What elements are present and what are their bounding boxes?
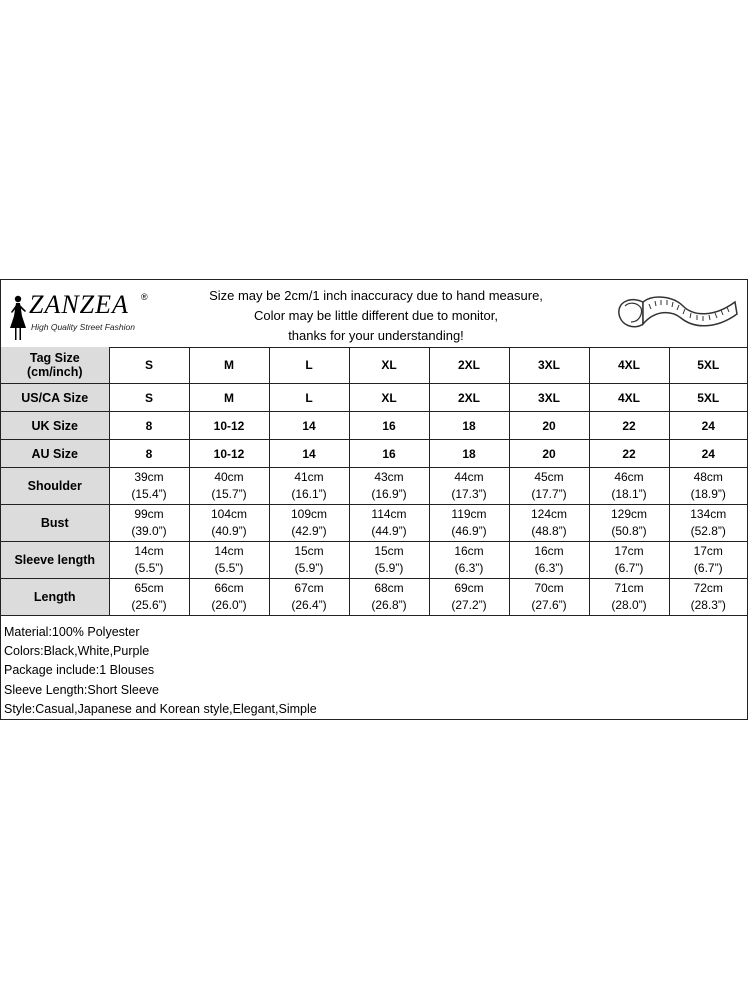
cm-value: 68cm [374, 581, 404, 595]
cm-value: 134cm [690, 507, 727, 521]
cm-value: 48cm [693, 470, 723, 484]
measurement-cell [669, 579, 747, 616]
cm-value: 104cm [210, 507, 248, 521]
table-cell [429, 440, 509, 468]
tag-size-label: Tag Size [29, 351, 80, 365]
cell-value: 3XL [537, 390, 560, 405]
row-label [1, 412, 109, 440]
cm-value: 45cm [534, 470, 564, 484]
table-cell [669, 412, 747, 440]
table-cell [269, 384, 349, 412]
size-header-cell [509, 347, 589, 384]
size-header: S [144, 358, 153, 372]
cm-value: 114cm [371, 507, 407, 521]
row-label [1, 384, 109, 412]
table-cell [269, 412, 349, 440]
table-row [1, 440, 747, 468]
tag-size-unit: (cm/inch) [26, 365, 83, 379]
cell-value: 24 [701, 418, 715, 433]
inch-value: (16.9”) [371, 487, 407, 501]
measurement-cell [429, 542, 509, 579]
row-label [1, 542, 109, 579]
row-label [1, 505, 109, 542]
cell-value: 18 [462, 418, 476, 433]
cell-value: 8 [145, 418, 153, 433]
cm-value: 15cm [294, 544, 324, 558]
cm-value: 46cm [614, 470, 644, 484]
cell-value: 14 [302, 418, 316, 433]
cell-value: 2XL [457, 390, 480, 405]
cm-value: 14cm [214, 544, 244, 558]
inch-value: (40.9”) [211, 524, 247, 538]
measurement-cell [589, 542, 669, 579]
inch-value: (39.0”) [131, 524, 167, 538]
inch-value: (15.4”) [131, 487, 167, 501]
cell-value: 20 [542, 418, 556, 433]
size-header-cell [429, 347, 509, 384]
cell-value: 18 [462, 446, 476, 461]
table-cell [509, 440, 589, 468]
brand-logo [7, 288, 157, 342]
spec-sleeve: Sleeve Length:Short Sleeve [4, 682, 159, 697]
cm-value: 69cm [454, 581, 484, 595]
brand-tagline: High Quality Street Fashion [31, 322, 135, 332]
measurement-cell [509, 579, 589, 616]
table-cell [189, 384, 269, 412]
brand-name: ZANZEA [29, 290, 129, 319]
table-cell [109, 384, 189, 412]
cm-value: 72cm [693, 581, 723, 595]
notice-line: thanks for your understanding! [288, 328, 464, 343]
table-cell [589, 440, 669, 468]
chart-header [1, 280, 747, 348]
cell-value: 22 [622, 446, 636, 461]
inch-value: (17.7”) [531, 487, 567, 501]
inch-value: (5.5”) [214, 561, 244, 575]
cm-value: 15cm [374, 544, 404, 558]
cell-value: M [224, 390, 234, 405]
cm-value: 16cm [454, 544, 484, 558]
measurement-cell [669, 505, 747, 542]
measurement-cell [429, 579, 509, 616]
notice-line: Color may be little different due to monitor, [254, 308, 498, 323]
cell-value: S [144, 390, 153, 405]
table-cell [669, 384, 747, 412]
cm-value: 43cm [374, 470, 404, 484]
cell-value: 24 [701, 446, 715, 461]
row-label [1, 440, 109, 468]
inch-value: (50.8”) [611, 524, 647, 538]
measurement-cell [509, 468, 589, 505]
size-header: 4XL [617, 358, 640, 372]
row-label [1, 579, 109, 616]
measurement-cell [589, 468, 669, 505]
table-cell [189, 412, 269, 440]
measurement-cell [669, 468, 747, 505]
size-header: 5XL [697, 358, 720, 372]
size-header-cell [189, 347, 269, 384]
measurement-cell [349, 468, 429, 505]
size-header: L [305, 358, 313, 372]
size-header: XL [381, 358, 397, 372]
cm-value: 39cm [134, 470, 164, 484]
cell-value: 10-12 [213, 418, 245, 433]
inch-value: (28.3”) [690, 598, 726, 612]
inch-value: (26.8”) [371, 598, 407, 612]
table-cell [109, 412, 189, 440]
row-label-tag-size [1, 347, 109, 384]
inch-value: (5.9”) [374, 561, 404, 575]
size-header: 3XL [537, 358, 560, 372]
measurement-cell [109, 542, 189, 579]
inch-value: (6.7”) [614, 561, 644, 575]
table-row [1, 542, 747, 579]
measurement-cell [589, 579, 669, 616]
cell-value: 22 [622, 418, 636, 433]
table-cell [349, 384, 429, 412]
measurement-cell [109, 468, 189, 505]
size-header: M [224, 358, 234, 372]
cm-value: 67cm [294, 581, 324, 595]
inch-value: (6.7”) [693, 561, 723, 575]
measurement-cell [349, 505, 429, 542]
table-cell [589, 384, 669, 412]
inch-value: (6.3”) [534, 561, 564, 575]
inch-value: (52.8”) [690, 524, 726, 538]
inch-value: (25.6”) [131, 598, 167, 612]
row-label-text: Bust [40, 515, 69, 530]
row-label-text: Length [33, 589, 76, 604]
cell-value: L [305, 390, 313, 405]
cell-value: 4XL [617, 390, 640, 405]
table-row [1, 347, 747, 384]
table-cell [109, 440, 189, 468]
row-label-text: US/CA Size [21, 390, 89, 405]
cm-value: 66cm [214, 581, 244, 595]
cm-value: 40cm [214, 470, 244, 484]
measurement-cell [109, 579, 189, 616]
cm-value: 99cm [134, 507, 164, 521]
table-row [1, 412, 747, 440]
cm-value: 41cm [294, 470, 324, 484]
cm-value: 129cm [610, 507, 648, 521]
registered-mark: ® [141, 292, 148, 302]
cm-value: 124cm [530, 507, 568, 521]
cm-value: 71cm [614, 581, 644, 595]
size-chart-frame [0, 279, 748, 720]
row-label-text: Shoulder [27, 478, 82, 493]
inch-value: (17.3”) [451, 487, 487, 501]
inch-value: (46.9”) [451, 524, 487, 538]
cm-value: 119cm [451, 507, 487, 521]
inch-value: (16.1”) [291, 487, 327, 501]
cm-value: 17cm [614, 544, 644, 558]
measurement-cell [429, 468, 509, 505]
cm-value: 44cm [454, 470, 484, 484]
size-header-cell [589, 347, 669, 384]
spec-colors: Colors:Black,White,Purple [4, 644, 150, 659]
cell-value: 8 [145, 446, 153, 461]
cell-value: XL [381, 390, 397, 405]
inch-value: (26.4”) [291, 598, 327, 612]
cm-value: 109cm [290, 507, 328, 521]
table-cell [589, 412, 669, 440]
inch-value: (42.9”) [291, 524, 327, 538]
measurement-cell [349, 542, 429, 579]
measurement-cell [109, 505, 189, 542]
size-table [1, 347, 747, 616]
spec-package: Package include:1 Blouses [4, 663, 155, 678]
table-row [1, 468, 747, 505]
notice-line: Size may be 2cm/1 inch inaccuracy due to hand measure, [209, 288, 543, 303]
cell-value: 5XL [697, 390, 720, 405]
cm-value: 70cm [534, 581, 564, 595]
spec-material: Material:100% Polyester [4, 625, 140, 639]
cm-value: 65cm [134, 581, 164, 595]
row-label-text: AU Size [31, 446, 79, 461]
table-cell [429, 384, 509, 412]
inch-value: (5.9”) [294, 561, 324, 575]
size-header-cell [269, 347, 349, 384]
size-header: 2XL [457, 358, 480, 372]
inch-value: (27.6”) [531, 598, 567, 612]
cm-value: 14cm [134, 544, 164, 558]
table-row [1, 579, 747, 616]
size-header-cell [669, 347, 747, 384]
inch-value: (26.0”) [211, 598, 247, 612]
table-cell [509, 412, 589, 440]
measurement-cell [189, 505, 269, 542]
inch-value: (6.3”) [454, 561, 484, 575]
measurement-cell [189, 579, 269, 616]
inch-value: (15.7”) [211, 487, 247, 501]
inch-value: (28.0”) [611, 598, 647, 612]
size-header-cell [349, 347, 429, 384]
cell-value: 16 [382, 418, 396, 433]
measurement-cell [269, 505, 349, 542]
table-cell [509, 384, 589, 412]
table-cell [349, 440, 429, 468]
cm-value: 16cm [534, 544, 564, 558]
cell-value: 20 [542, 446, 556, 461]
measurement-cell [429, 505, 509, 542]
inch-value: (5.5”) [134, 561, 164, 575]
table-cell [189, 440, 269, 468]
table-row [1, 384, 747, 412]
measurement-cell [269, 542, 349, 579]
measuring-tape-icon [613, 284, 741, 344]
table-cell [349, 412, 429, 440]
measurement-cell [269, 579, 349, 616]
measurement-cell [669, 542, 747, 579]
product-specs [4, 623, 317, 719]
cell-value: 14 [302, 446, 316, 461]
inch-value: (48.8”) [531, 524, 567, 538]
size-header-cell [109, 347, 189, 384]
inch-value: (18.9”) [690, 487, 726, 501]
cell-value: 10-12 [213, 446, 245, 461]
row-label-text: UK Size [31, 418, 79, 433]
measurement-cell [269, 468, 349, 505]
cm-value: 17cm [693, 544, 723, 558]
measurement-cell [509, 505, 589, 542]
measurement-cell [189, 542, 269, 579]
inch-value: (18.1”) [611, 487, 647, 501]
fashion-figure-icon [7, 294, 29, 342]
row-label-text: Sleeve length [14, 552, 96, 567]
measurement-cell [349, 579, 429, 616]
table-cell [269, 440, 349, 468]
table-row [1, 505, 747, 542]
row-label [1, 468, 109, 505]
inch-value: (27.2”) [451, 598, 487, 612]
cell-value: 16 [382, 446, 396, 461]
table-cell [429, 412, 509, 440]
measurement-cell [589, 505, 669, 542]
inch-value: (44.9”) [371, 524, 407, 538]
spec-style: Style:Casual,Japanese and Korean style,Elegant,Simple [4, 701, 317, 716]
measurement-cell [509, 542, 589, 579]
table-cell [669, 440, 747, 468]
measurement-notice [171, 286, 581, 346]
measurement-cell [189, 468, 269, 505]
